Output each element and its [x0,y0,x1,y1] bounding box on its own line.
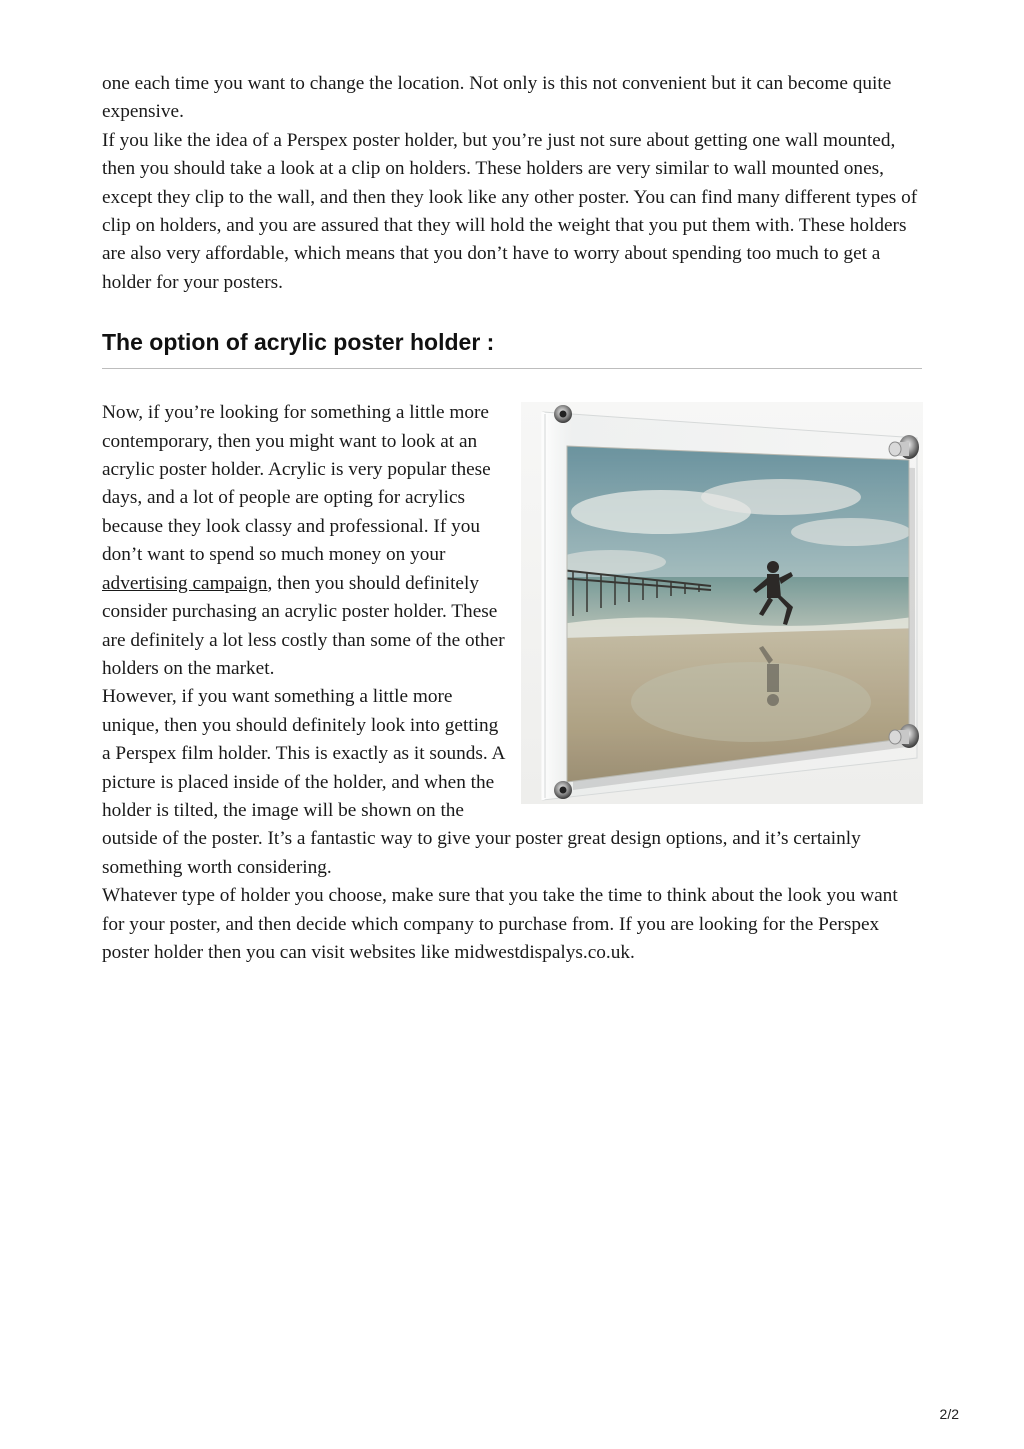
document-page [102,70,922,967]
section-paragraph-2: However, if you want something a little more unique, then you should definitely look into getting a Perspex film holder. This is exactly as it sounds. A picture is placed inside of the holder, and when the holder is tilted, the image will be shown on the outside of the poster. It’s a fantastic way to give your poster great design options, and it’s certainly something worth considering. [102,686,861,878]
advertising-campaign-link[interactable]: advertising campaign [102,572,268,594]
section-body [102,399,922,967]
intro-paragraph-2: If you like the idea of a Perspex poster holder, but you’re just not sure about getting one wall mounted, then you should take a look at a clip on holders. These holders are very similar to wall mounted ones, except they clip to the wall, and then they look like any other poster. You can find many different types of clip on holders, and you are assured that they will hold the weight that you put them with. These holders are also very affordable, which means that you don’t have to worry about spending too much to get a holder for your posters. [102,129,918,293]
standoff-bolt-icon [554,405,572,423]
acrylic-poster-holder-image [521,402,923,804]
intro-paragraph-1: one each time you want to change the location. Not only is this not convenient but it can become quite expensive. [102,73,892,123]
section-heading: The option of acrylic poster holder : [102,327,922,369]
page-number: 2/2 [939,1406,959,1422]
section-paragraph-1-text-continued: , then you should definitely consider purchasing an acrylic poster holder. These are definitely a lot less costly than some of the other holders on the market. [102,572,505,679]
section-paragraph-1-text: Now, if you’re looking for something a little more contemporary, then you might want to look at an acrylic poster holder. Acrylic is very popular these days, and a lot of people are opting for acrylics because they look classy and professional. If you don’t want to spend so much money on your [102,402,491,566]
acrylic-poster-holder-photo [521,402,923,804]
section-paragraph-3: Whatever type of holder you choose, make sure that you take the time to think about the look you want for your poster, and then decide which company to purchase from. If you are looking for the Perspex poster holder then you can visit websites like midwestdispalys.co.uk. [102,885,898,963]
